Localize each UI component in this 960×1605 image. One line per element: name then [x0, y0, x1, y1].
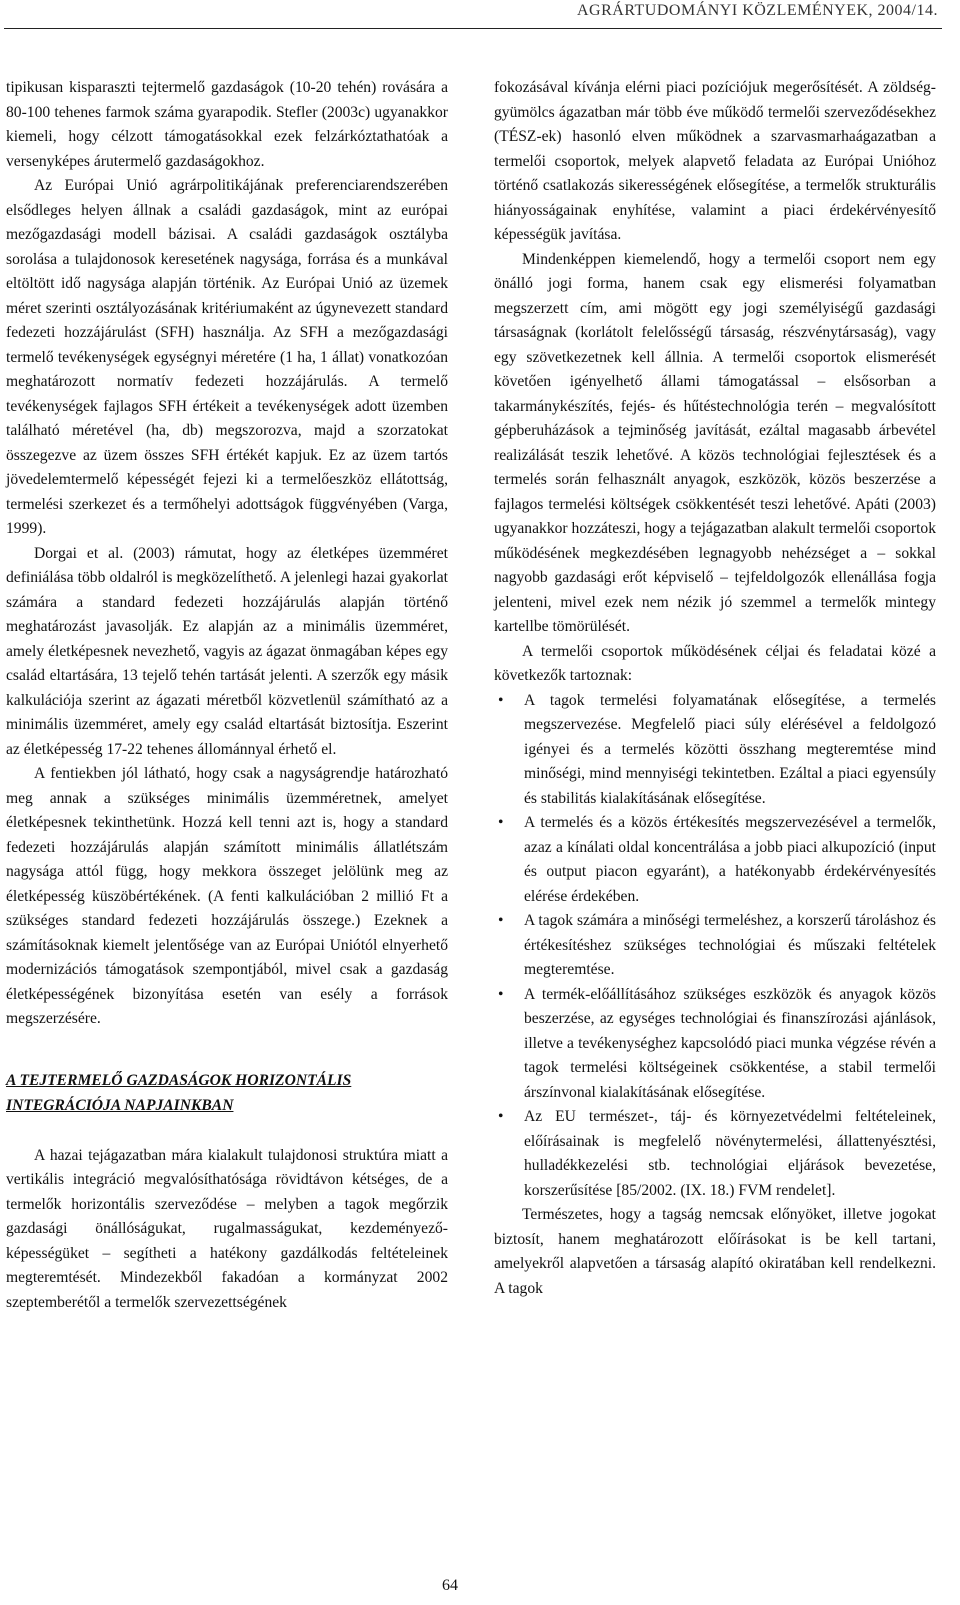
header-rule	[4, 28, 942, 29]
right-column	[494, 76, 936, 1301]
paragraph: A termelői csoportok működésének céljai és feladatai közé a következők tartoznak:	[494, 642, 936, 684]
bullet-icon: •	[498, 912, 504, 929]
paragraph: Természetes, hogy a tagság nemcsak előnyöket, illetve jogokat biztosít, hanem meghatározott előírásokat is be kell tartani, amelyekről alapvetően a társaság alapító okiratában kell rendelkezni. A tagok	[494, 1206, 936, 1297]
journal-header: AGRÁRTUDOMÁNYI KÖZLEMÉNYEK, 2004/14.	[576, 2, 938, 19]
list-item	[494, 811, 936, 909]
list-item-text: A tagok számára a minőségi termeléshez, a korszerű tároláshoz és értékesítéshez szükséges technológiai és műszaki feltételek megteremtése.	[524, 912, 936, 978]
section-heading: A TEJTERMELŐ GAZDASÁGOK HORIZONTÁLIS INTEGRÁCIÓJA NAPJAINKBAN	[6, 1071, 352, 1114]
list-item	[494, 983, 936, 1106]
bullet-icon: •	[498, 691, 504, 709]
paragraph: Dorgai et al. (2003) rámutat, hogy az életképes üzemméret definiálása több oldalról is megközelíthető. A jelenlegi hazai gyakorlat számára a standard fedezeti hozzájárulás alapján történő meghatározást javasolják. Ez alapján az a minimális üzemméret, amely életképesnek nevezhető, vagyis az ágazat önmagában képes egy család eltartására, 13 tejelő tehén tartását jelenti. A szerzők egy másik kalkulációja szerint az ágazati méretből közvetlenül számítható az a minimális üzemméret, amely egy család eltartását biztosítja. Eszerint az életképesség 17-22 tehenes állománnyal érhető el.	[6, 544, 448, 758]
paragraph: Az Európai Unió agrárpolitikájának preferenciarendszerében elsődleges helyen állnak a családi gazdaságok, mint az európai mezőgazdasági modell bázisai. A családi gazdaságok osztályba sorolása a tulajdonosok keresetének nagysága, forrása és a munkával eltöltött idő nagysága alapján történik. Az Európai Unió az üzemek méret szerinti osztályozásának kritériumaként az úgynevezett standard fedezeti hozzájárulást (SFH) használja. Az SFH a mezőgazdasági termelő tevékenységek egységnyi méretére (1 ha, 1 állat) vonatkozóan meghatározott normatív fedezeti hozzájárulás. A termelő tevékenységek fajlagos SFH értékeit a tevékenységek adott üzemben található méretével (ha, db) megszorozva, majd a szorzatokat összegezve az üzem összes SFH értékét kapjuk. Ez az üzem tartós jövedelemtermelő képességét fejezi ki a termelőeszköz ellátottság, termelési szerkezet és a termőhelyi adottságok függvényében (Varga, 1999).	[6, 177, 448, 537]
paragraph: A fentiekben jól látható, hogy csak a nagyságrendje határozható meg annak a szükséges minimális üzemméretnek, amelyet életképesnek tekinthetünk. Hozzá kell tenni azt is, hogy a standard fedezeti hozzájárulás alapján számított minimális állatlétszám nagysága attól függ, hogy mekkora összeget jelölünk meg az életképesség küszöbértékének. (A fenti kalkulációban 2 millió Ft a szükséges standard fedezeti hozzájárulás összege.) Ezeknek a számításoknak kiemelt jelentősége van az Európai Uniótól elnyerhető modernizációs támogatások szempontjából, mivel csak a gazdaság életképességének bizonyítása esetén van esély a források megszerzésére.	[6, 765, 448, 1027]
list-item-text: Az EU természet-, táj- és környezetvédelmi feltételeinek, előírásainak is megfelelő növénytermelési, állattenyésztési, hulladékkezelési stb. technológiai eljárások bevezetése, korszerűsítése [85/2002. (IX. 18.) FVM rendelet].	[524, 1108, 936, 1199]
list-item-text: A tagok termelési folyamatának elősegítése, a termelés megszervezése. Megfelelő piaci súly elérésével a feldolgozó igényei és a termelés közötti összhang megteremtése mind minőségi, mind mennyiségi tekintetben. Ezáltal a piaci egyensúly és stabilitás kialakításának elősegítése.	[524, 691, 936, 807]
bullet-list	[494, 689, 936, 1204]
bullet-icon: •	[498, 1108, 504, 1125]
list-item	[494, 689, 936, 812]
left-column	[6, 76, 448, 1315]
paragraph: fokozásával kívánja elérni piaci pozíciójuk megerősítését. A zöldség-gyümölcs ágazatban már több éve működő termelői szerveződésekhez (TÉSZ-ek) hasonló elven működnek a szarvasmarhaágazatban a termelői csoportok, melyek alapvető feladata az Európai Unióhoz történő csatlakozás sikerességének elősegítése, a termelők strukturális hiányosságainak enyhítése, valamint a piaci érdekérvényesítő képességük javítása.	[494, 79, 936, 243]
bullet-icon: •	[498, 814, 504, 831]
paragraph: A hazai tejágazatban mára kialakult tulajdonosi struktúra miatt a vertikális integráció megvalósíthatósága rövidtávon kétséges, de a termelők horizontális szerveződése – melyben a tagok megőrzik gazdasági önállóságukat, rugalmasságukat, kezdeményező-képességüket – segítheti a hatékony gazdálkodás feltételeinek megteremtését. Mindezekből fakadóan a kormányzat 2002 szeptemberétől a termelők szervezettségének	[6, 1146, 448, 1311]
page-number: 64	[442, 1577, 458, 1594]
list-item-text: A termelés és a közös értékesítés megszervezésével a termelők, azaz a kínálati oldal koncentrálása a jobb piaci alkupozíció (input és output piacon egyaránt), a hatékonyabb érdekérvényesítés elérése érdekében.	[524, 814, 936, 905]
list-item	[494, 909, 936, 983]
list-item	[494, 1105, 936, 1203]
bullet-icon: •	[498, 985, 504, 1003]
paragraph: tipikusan kisparaszti tejtermelő gazdaságok (10-20 tehén) rovására a 80-100 tehenes farmok száma gyarapodik. Stefler (2003c) ugyanakkor kiemeli, hogy célzott támogatásokkal ezek felzárkóztathatóak a versenyképes árutermelő gazdaságokhoz.	[6, 79, 448, 170]
paragraph: Mindenképpen kiemelendő, hogy a termelői csoport nem egy önálló jogi forma, hanem csak egy elismerési folyamatban megszerzett cím, ami mögött egy jogi személyiségű gazdasági társaságnak (korlátolt felelősségű társaság, részvénytársaság), vagy egy szövetkezetnek kell állnia. A termelői csoportok elismerését követően igényelhető állami támogatással – elsősorban a takarmánykészítés, fejés- és hűtéstechnológia terén – megvalósított gépberuházások a tejminőség javítását, ezáltal magasabb árbevétel realizálását teszik lehetővé. A közös technológiai fejlesztések és a termelés során felhasznált anyagok, eszközök, közös beszerzése a fajlagos termelési költségek csökkentését teszi lehetővé. Apáti (2003) ugyanakkor hozzáteszi, hogy a tejágazatban alakult termelői csoportok működésének megkezdésében legnagyobb nehézséget a – sokkal nagyobb gazdasági erőt képviselő – tejfeldolgozók ellenállása fogja jelenteni, mivel ezek nem nézik jó szemmel a termelők mintegy kartellbe tömörülését.	[494, 250, 936, 635]
list-item-text: A termék-előállításához szükséges eszközök és anyagok közös beszerzése, az egységes technológiai és finanszírozási ajánlások, illetve a tevékenységhez kapcsolódó piaci munka végzése révén a tagok termelési költségeinek csökkentése, a stabil termelői árszínvonal kialakításának elősegítése.	[524, 985, 936, 1101]
